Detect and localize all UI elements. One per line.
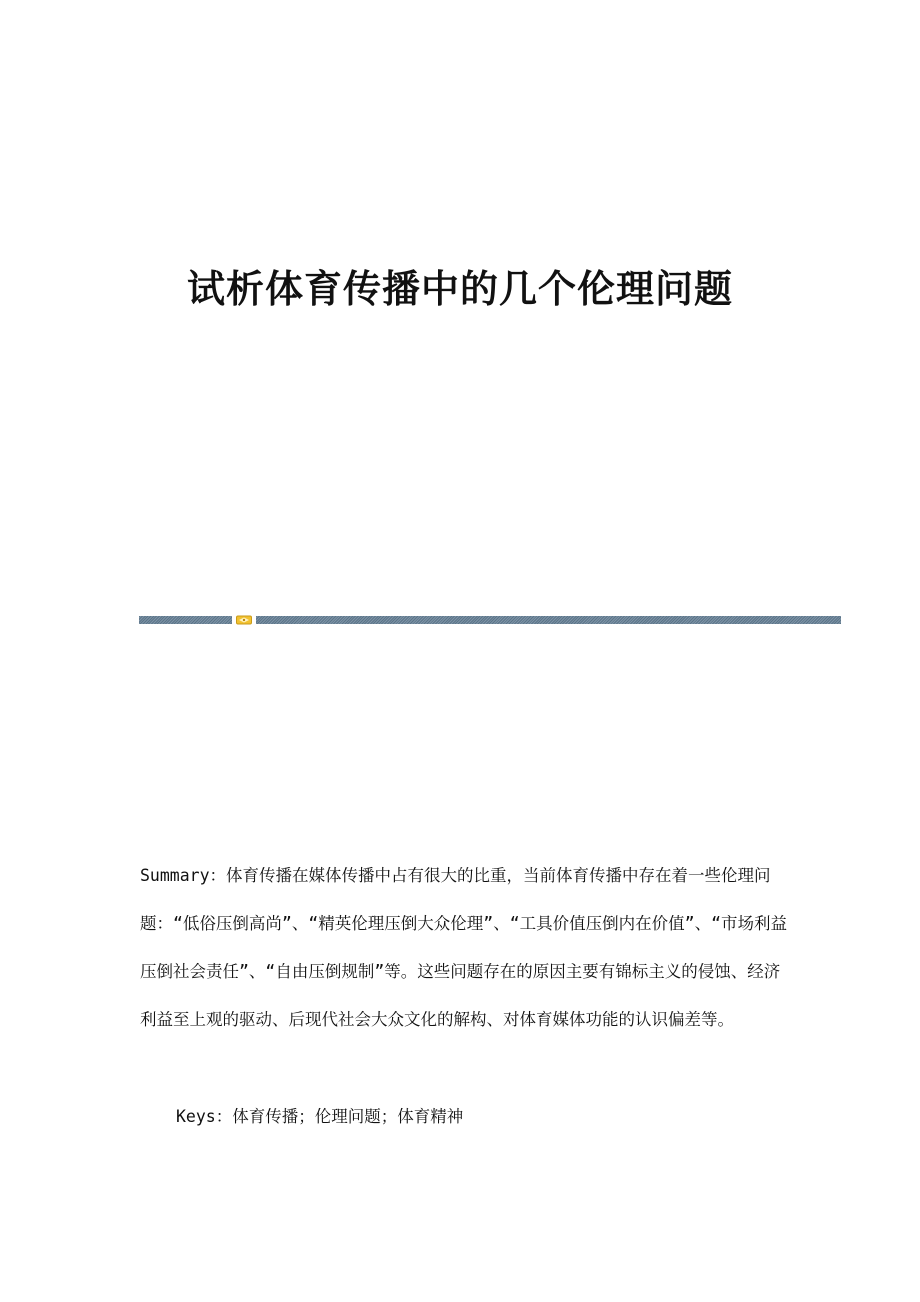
keywords-line: Keys：体育传播；伦理问题；体育精神 (176, 1107, 464, 1126)
summary-paragraph: Summary：体育传播在媒体传播中占有很大的比重，当前体育传播中存在着一些伦理问题：“低俗压倒高尚”、“精英伦理压倒大众伦理”、“工具价值压倒内在价值”、“市场利益压倒社会责任”、“自由压倒规制”等。这些问题存在的原因主要有锦标主义的侵蚀、经济利益至上观的驱动、后现代社会大众文化的解构、对体育媒体功能的认识偏差等。 (140, 866, 788, 1029)
section-divider (139, 615, 841, 625)
document-title: 试析体育传播中的几个伦理问题 (186, 266, 733, 311)
divider-bar-left (139, 616, 232, 624)
divider-ornament-icon (236, 615, 252, 625)
divider-bar-right (256, 616, 841, 624)
